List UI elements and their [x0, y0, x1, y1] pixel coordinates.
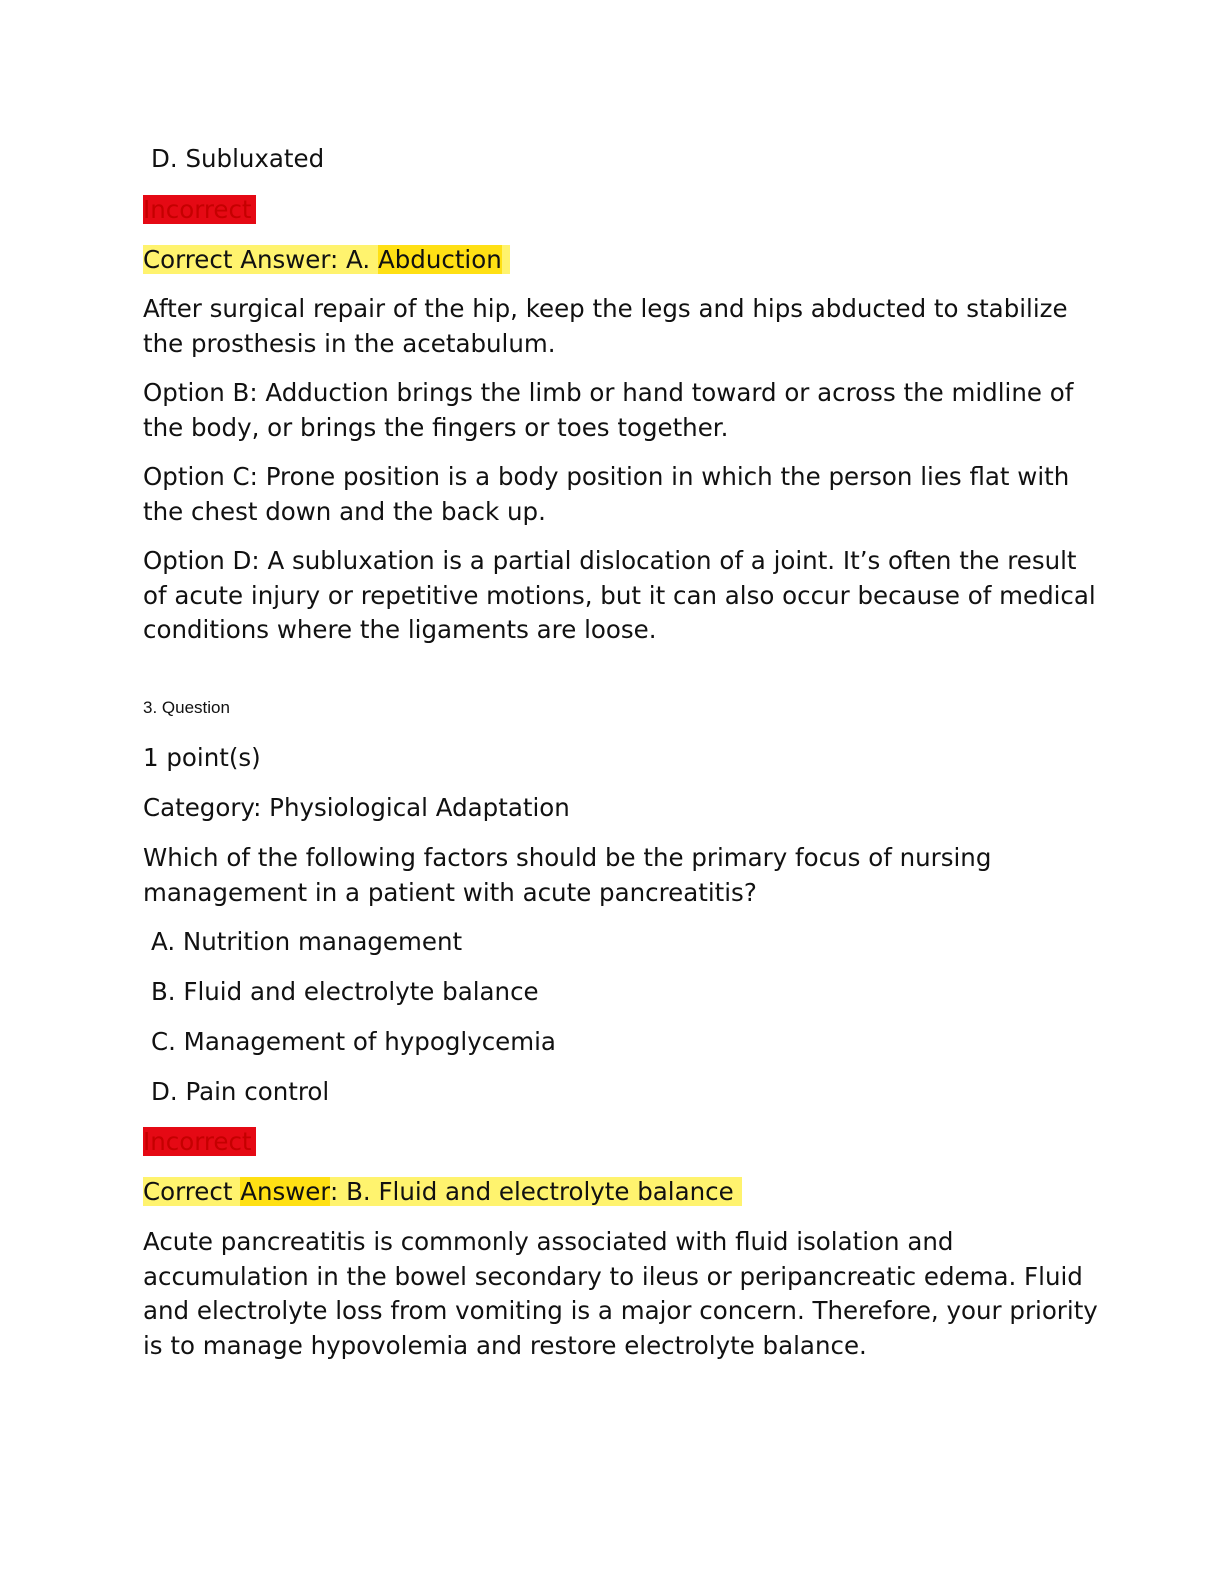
correct-answer-part2: Answer	[240, 1177, 331, 1206]
option-c: C. Management of hypoglycemia	[151, 1027, 556, 1056]
question-points: 1 point(s)	[143, 743, 261, 772]
option-a: A. Nutrition management	[151, 927, 463, 956]
option-b: B. Fluid and electrolyte balance	[151, 977, 539, 1006]
correct-answer-part3: : B. Fluid and electrolyte balance	[330, 1177, 734, 1206]
question-header: 3. Question	[143, 698, 230, 717]
option-d: D. Pain control	[151, 1077, 330, 1106]
incorrect-badge	[143, 1125, 256, 1160]
explanation: After surgical repair of the hip, keep the legs and hips abducted to stabilize the prosthesis in the acetabulum.	[143, 294, 1068, 358]
incorrect-badge	[143, 193, 256, 228]
option-b-rationale: Option B: Adduction brings the limb or hand toward or across the midline of the body, or brings the fingers or toes together.	[143, 378, 1074, 442]
correct-answer-trail	[502, 245, 510, 274]
option-c-rationale: Option C: Prone position is a body position in which the person lies flat with the chest down and the back up.	[143, 462, 1070, 526]
question-stem: Which of the following factors should be the primary focus of nursing management in a patient with acute pancreatitis?	[143, 843, 992, 907]
correct-answer	[143, 243, 510, 278]
incorrect-label: Incorrect	[143, 1127, 256, 1156]
correct-answer-trail	[734, 1177, 742, 1206]
option-d: D. Subluxated	[151, 144, 325, 173]
incorrect-label: Incorrect	[143, 195, 256, 224]
correct-answer-prefix: Correct Answer: A.	[143, 245, 378, 274]
correct-answer-part1: Correct	[143, 1177, 241, 1206]
question-category: Category: Physiological Adaptation	[143, 793, 570, 822]
option-d-rationale: Option D: A subluxation is a partial dislocation of a joint. It’s often the result of acute injury or repetitive motions, but it can also occur because of medical conditions where the ligaments are loose.	[143, 546, 1096, 644]
correct-answer	[143, 1175, 742, 1210]
correct-answer-value: Abduction	[377, 245, 502, 274]
explanation: Acute pancreatitis is commonly associated with fluid isolation and accumulation in the bowel secondary to ileus or peripancreatic edema. Fluid and electrolyte loss from vomiting is a major concern. Therefore, your priority is to manage hypovolemia and restore electrolyte balance.	[143, 1227, 1098, 1360]
